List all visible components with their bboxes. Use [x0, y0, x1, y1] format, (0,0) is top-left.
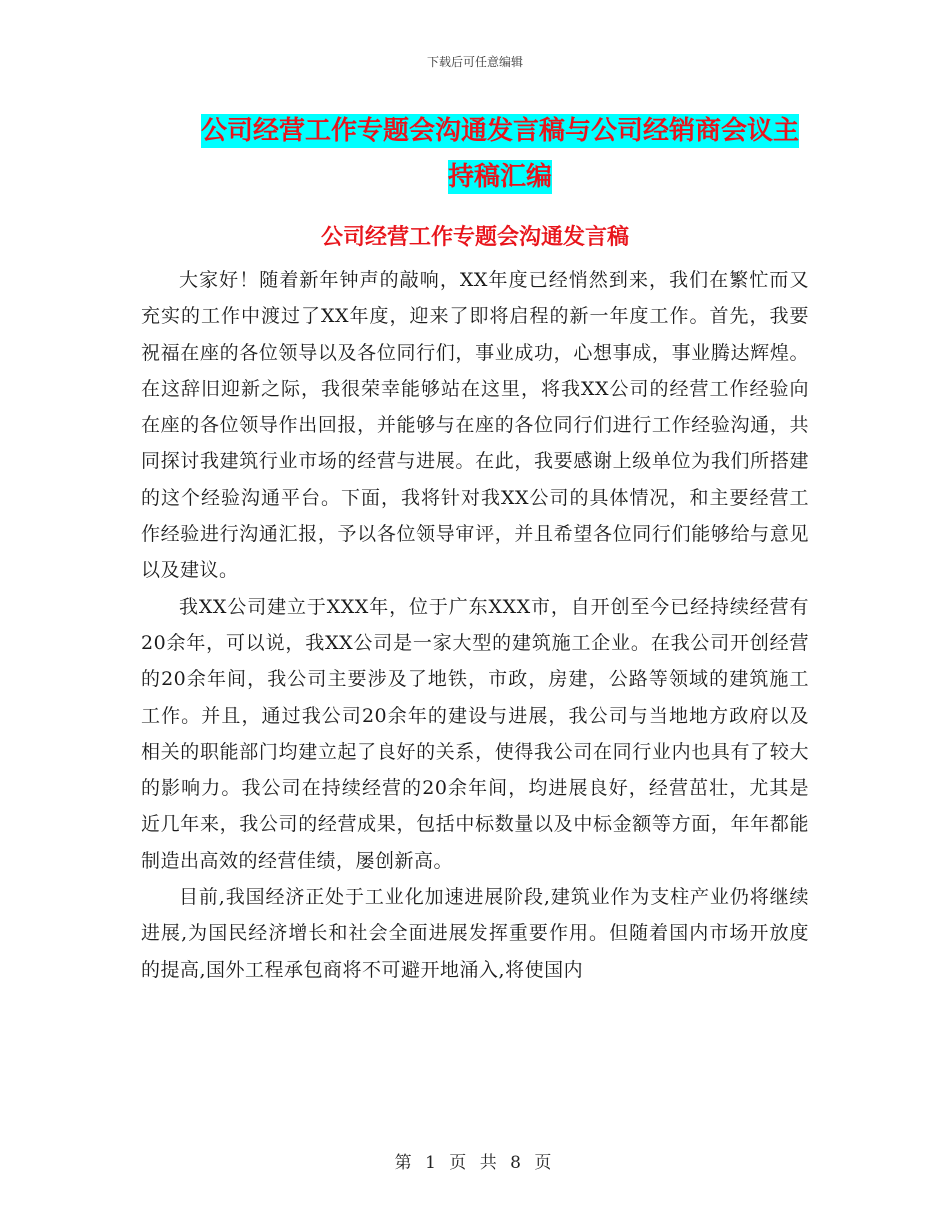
paragraph-1: 大家好！随着新年钟声的敲响，XX年度已经悄然到来，我们在繁忙而又充实的工作中渡过了XX年度，迎来了即将启程的新一年度工作。首先，我要祝福在座的各位领导以及各位同行们，事业成功，心想事成，事业腾达辉煌。在这辞旧迎新之际，我很荣幸能够站在这里，将我XX公司的经营工作经验向在座的各位领导作出回报，并能够与在座的各位同行们进行工作经验沟通，共同探讨我建筑行业市场的经营与进展。在此，我要感谢上级单位为我们所搭建的这个经验沟通平台。下面，我将针对我XX公司的具体情况，和主要经营工作经验进行沟通汇报，予以各位领导审评，并且希望各位同行们能够给与意见以及建议。	[141, 269, 809, 582]
document-body	[141, 262, 809, 988]
document-title-line-1: 公司经营工作专题会沟通发言稿与公司经销商会议主	[200, 116, 799, 146]
page-header-note: 下载后可任意编辑	[426, 55, 523, 69]
paragraph-3: 目前,我国经济正处于工业化加速进展阶段,建筑业作为支柱产业仍将继续进展,为国民经济增长和社会全面进展发挥重要作用。但随着国内市场开放度的提高,国外工程承包商将不可避开地涌入,将使国内	[141, 886, 809, 981]
document-title	[180, 108, 820, 200]
page-number-footer: 第 1 页 共 8 页	[394, 1153, 556, 1173]
section-title: 公司经营工作专题会沟通发言稿	[320, 225, 629, 250]
document-title-line-2: 持稿汇编	[447, 162, 552, 192]
paragraph-2: 我XX公司建立于XXX年，位于广东XXX市，自开创至今已经持续经营有20余年，可以说，我XX公司是一家大型的建筑施工企业。在我公司开创经营的20余年间，我公司主要涉及了地铁，市政，房建，公路等领域的建筑施工工作。并且，通过我公司20余年的建设与进展，我公司与当地地方政府以及相关的职能部门均建立起了良好的关系，使得我公司在同行业内也具有了较大的影响力。我公司在持续经营的20余年间，均进展良好，经营茁壮，尤其是近几年来，我公司的经营成果，包括中标数量以及中标金额等方面，年年都能制造出高效的经营佳绩，屡创新高。	[141, 595, 809, 872]
